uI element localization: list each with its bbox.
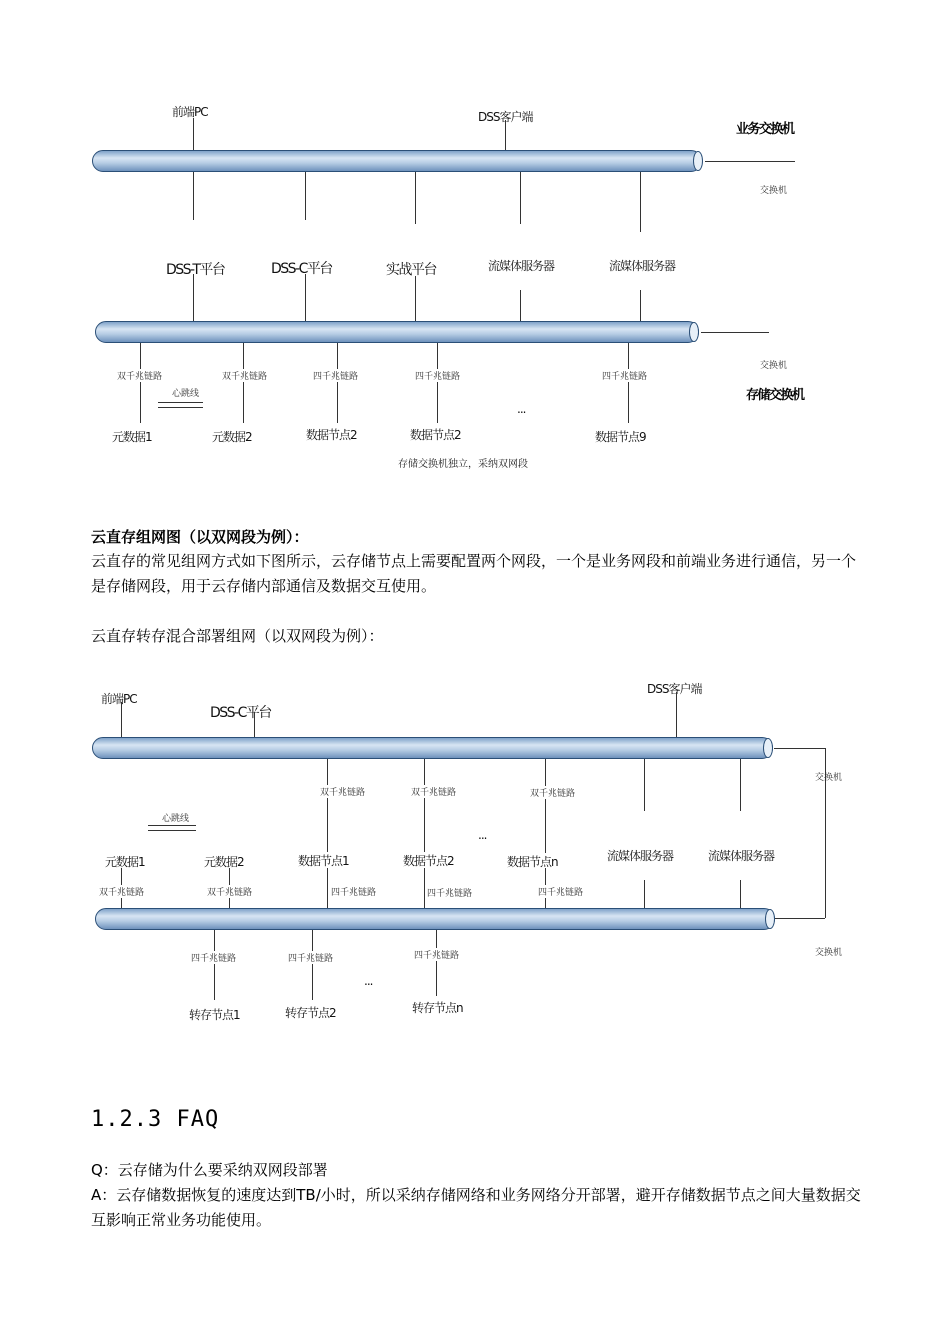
connector bbox=[424, 759, 425, 855]
label-link: 四千兆链路 bbox=[331, 885, 376, 898]
connector bbox=[520, 290, 521, 322]
connector bbox=[505, 120, 506, 152]
connector bbox=[327, 868, 328, 910]
connector bbox=[337, 343, 338, 423]
label-ellipsis: ... bbox=[517, 402, 526, 416]
connector bbox=[520, 172, 521, 224]
label-link: 四千兆链路 bbox=[415, 369, 460, 382]
label-storage-switch: 存储交换机 bbox=[746, 388, 804, 403]
connector bbox=[705, 161, 795, 162]
label-dss-c-platform: DSS-C平台 bbox=[210, 705, 271, 721]
faq-answer: A：云存储数据恢复的速度达到TB/小时，所以采纳存储网络和业务网络分开部署，避开存储数据节点之间大量数据交互影响正常业务功能使用。 bbox=[91, 1186, 861, 1229]
storage-network-pipe bbox=[95, 321, 699, 343]
label-metadata-node: 元数据2 bbox=[204, 855, 244, 869]
label-metadata-node: 元数据1 bbox=[105, 855, 145, 869]
subheading: 云直存转存混合部署组网（以双网段为例）： bbox=[91, 627, 384, 645]
label-front-pc: 前端PC bbox=[172, 105, 208, 119]
label-link: 四千兆链路 bbox=[427, 886, 472, 899]
label-link: 双千兆链路 bbox=[530, 786, 575, 799]
business-network-pipe bbox=[92, 150, 702, 172]
pipe-end bbox=[693, 151, 703, 171]
connector bbox=[644, 759, 645, 811]
section-heading: 云直存组网图（以双网段为例）： bbox=[91, 528, 309, 546]
label-front-pc: 前端PC bbox=[101, 692, 137, 706]
business-network-pipe bbox=[92, 737, 773, 759]
connector bbox=[701, 332, 769, 333]
label-dss-t-platform: DSS-T平台 bbox=[166, 262, 225, 278]
label-dss-c-platform: DSS-C平台 bbox=[271, 261, 332, 277]
label-stream-server: 流媒体服务器 bbox=[705, 850, 777, 863]
label-link: 双千兆链路 bbox=[411, 785, 456, 798]
heartbeat-line bbox=[158, 407, 203, 408]
connector bbox=[640, 290, 641, 322]
label-ellipsis: ... bbox=[478, 828, 487, 842]
connector bbox=[140, 343, 141, 423]
connector bbox=[644, 880, 645, 910]
connector bbox=[193, 274, 194, 322]
label-switch: 交换机 bbox=[760, 186, 788, 196]
label-stream-server: 流媒体服务器 bbox=[608, 259, 675, 273]
connector bbox=[312, 930, 313, 1000]
label-metadata-node: 元数据2 bbox=[212, 430, 252, 444]
label-link: 四千兆链路 bbox=[602, 369, 647, 382]
storage-network-pipe bbox=[95, 908, 775, 930]
label-link: 双千兆链路 bbox=[99, 885, 144, 898]
connector bbox=[740, 759, 741, 811]
pipe-end bbox=[763, 738, 773, 758]
label-stream-server: 流媒体服务器 bbox=[604, 850, 676, 863]
label-link: 四千兆链路 bbox=[288, 951, 333, 964]
label-dss-client: DSS客户端 bbox=[647, 682, 702, 696]
label-data-node: 数据节点9 bbox=[595, 430, 646, 444]
label-link: 双千兆链路 bbox=[207, 885, 252, 898]
label-switch: 交换机 bbox=[815, 948, 843, 958]
heartbeat-line bbox=[148, 825, 196, 826]
label-link: 四千兆链路 bbox=[313, 369, 358, 382]
label-transfer-node: 转存节点2 bbox=[285, 1006, 336, 1020]
connector bbox=[415, 276, 416, 322]
label-switch: 交换机 bbox=[760, 361, 788, 371]
connector bbox=[327, 759, 328, 855]
connector bbox=[774, 748, 825, 749]
connector bbox=[424, 868, 425, 910]
label-data-node: 数据节点1 bbox=[298, 854, 349, 868]
connector bbox=[415, 172, 416, 224]
label-link: 四千兆链路 bbox=[538, 885, 583, 898]
pipe-end bbox=[765, 909, 775, 929]
pipe-end bbox=[689, 322, 699, 342]
label-metadata-node: 元数据1 bbox=[112, 430, 152, 444]
connector bbox=[121, 702, 122, 738]
label-data-node: 数据节点2 bbox=[410, 428, 461, 442]
connector bbox=[775, 918, 825, 919]
label-data-node: 数据节点2 bbox=[403, 854, 454, 868]
connector bbox=[305, 172, 306, 220]
connector bbox=[740, 880, 741, 910]
heartbeat-line bbox=[158, 402, 203, 403]
connector bbox=[437, 343, 438, 423]
connector bbox=[193, 172, 194, 220]
label-business-switch: 业务交换机 bbox=[736, 122, 794, 137]
connector bbox=[214, 930, 215, 1000]
label-ellipsis: ... bbox=[364, 974, 373, 988]
faq-title: 1.2.3 FAQ bbox=[91, 1107, 220, 1132]
label-link: 双千兆链路 bbox=[320, 785, 365, 798]
connector bbox=[628, 343, 629, 423]
connector bbox=[305, 274, 306, 322]
label-combat-platform: 实战平台 bbox=[386, 262, 436, 278]
connector bbox=[243, 343, 244, 423]
label-link: 四千兆链路 bbox=[414, 948, 459, 961]
label-link: 四千兆链路 bbox=[191, 951, 236, 964]
heartbeat-line bbox=[148, 830, 196, 831]
label-heartbeat: 心跳线 bbox=[162, 814, 190, 824]
connector bbox=[436, 930, 437, 996]
label-switch: 交换机 bbox=[815, 773, 843, 783]
label-transfer-node: 转存节点1 bbox=[189, 1008, 240, 1022]
label-transfer-node: 转存节点n bbox=[412, 1001, 463, 1015]
label-link: 双千兆链路 bbox=[222, 369, 267, 382]
label-stream-server: 流媒体服务器 bbox=[487, 259, 554, 273]
connector bbox=[545, 759, 546, 855]
connector bbox=[640, 172, 641, 232]
label-data-node: 数据节点2 bbox=[306, 428, 357, 442]
label-heartbeat: 心跳线 bbox=[172, 389, 200, 399]
connector bbox=[676, 692, 677, 738]
paragraph: 云直存的常见组网方式如下图所示，云存储节点上需要配置两个网段，一个是业务网段和前端业务进行通信，另一个是存储网段，用于云存储内部通信及数据交互使用。 bbox=[91, 552, 857, 595]
faq-question: Q：云存储为什么要采纳双网段部署 bbox=[91, 1161, 328, 1179]
label-link: 双千兆链路 bbox=[117, 369, 162, 382]
connector bbox=[254, 712, 255, 738]
diagram-caption: 存储交换机独立，采纳双网段 bbox=[398, 459, 528, 470]
label-dss-client: DSS客户端 bbox=[478, 110, 533, 124]
connector bbox=[193, 118, 194, 152]
label-data-node: 数据节点n bbox=[507, 855, 558, 869]
